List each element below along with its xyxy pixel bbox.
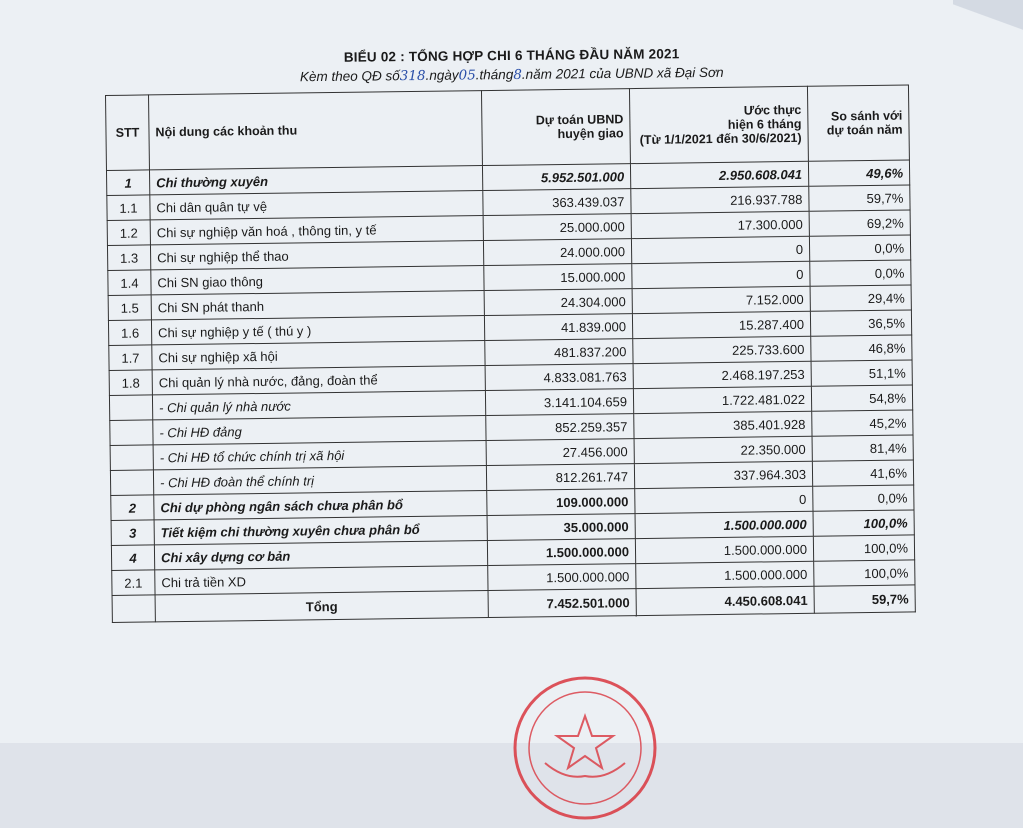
row-budget: 5.952.501.000 xyxy=(482,164,630,191)
row-estimate: 1.500.000.000 xyxy=(636,561,814,588)
row-estimate: 216.937.788 xyxy=(631,186,809,213)
budget-table-wrapper xyxy=(105,84,916,622)
row-estimate: 2.468.197.253 xyxy=(633,361,811,388)
header-compare xyxy=(807,85,909,161)
row-name: Chi dự phòng ngân sách chưa phân bổ xyxy=(154,491,487,520)
row-ratio: 29,4% xyxy=(810,285,911,311)
row-estimate: 17.300.000 xyxy=(631,211,809,238)
row-budget: 35.000.000 xyxy=(487,514,635,541)
row-ratio: 0,0% xyxy=(810,260,911,286)
row-name: Chi dân quân tự vệ xyxy=(150,191,483,220)
row-name: Chi SN giao thông xyxy=(151,266,484,295)
row-budget: 41.839.000 xyxy=(484,314,632,341)
budget-table xyxy=(105,84,916,622)
row-name: Chi xây dựng cơ bản xyxy=(154,541,487,570)
row-ratio: 100,0% xyxy=(813,510,914,536)
row-name: - Chi HĐ tổ chức chính trị xã hội xyxy=(153,441,486,470)
row-stt: 1.3 xyxy=(107,245,150,271)
row-budget: 481.837.200 xyxy=(485,339,633,366)
row-budget: 812.261.747 xyxy=(486,464,634,491)
row-name: - Chi HĐ đảng xyxy=(153,416,486,445)
row-name: - Chi quản lý nhà nước xyxy=(152,391,485,420)
row-budget: 3.141.104.659 xyxy=(485,389,633,416)
table-body xyxy=(106,160,914,595)
header-content: Nội dung các khoản thu xyxy=(149,91,483,170)
row-stt: 1.7 xyxy=(109,345,152,371)
row-budget: 852.259.357 xyxy=(486,414,634,441)
header-estimate-line1: Ước thực xyxy=(743,102,802,118)
header-estimate xyxy=(629,86,808,163)
row-budget: 15.000.000 xyxy=(484,264,632,291)
row-ratio: 59,7% xyxy=(809,185,910,211)
row-name: Chi sự nghiệp văn hoá , thông tin, y tế xyxy=(150,216,483,245)
row-ratio: 51,1% xyxy=(811,360,912,386)
row-name: Chi SN phát thanh xyxy=(151,291,484,320)
red-seal-stamp xyxy=(505,668,665,828)
row-ratio: 41,6% xyxy=(812,460,913,486)
row-stt: 2.1 xyxy=(112,570,155,596)
header-block xyxy=(0,0,1023,95)
row-budget: 25.000.000 xyxy=(483,214,631,241)
row-ratio: 0,0% xyxy=(809,235,910,261)
row-estimate: 1.722.481.022 xyxy=(633,386,811,413)
row-ratio: 100,0% xyxy=(814,560,915,586)
header-budget-line2: huyện giao xyxy=(557,126,624,142)
row-name: Chi trả tiền XD xyxy=(155,566,488,595)
header-stt: STT xyxy=(106,95,150,171)
row-budget: 27.456.000 xyxy=(486,439,634,466)
row-ratio: 36,5% xyxy=(810,310,911,336)
row-stt: 3 xyxy=(111,520,154,546)
row-estimate: 385.401.928 xyxy=(634,411,812,438)
row-budget: 363.439.037 xyxy=(483,189,631,216)
total-estimate: 4.450.608.041 xyxy=(636,586,814,615)
row-ratio: 45,2% xyxy=(812,410,913,436)
row-budget: 1.500.000.000 xyxy=(487,539,635,566)
row-name: - Chi HĐ đoàn thể chính trị xyxy=(153,466,486,495)
header-compare-line2: dự toán năm xyxy=(826,122,903,138)
row-stt xyxy=(110,445,153,471)
row-ratio: 69,2% xyxy=(809,210,910,236)
row-ratio: 100,0% xyxy=(813,535,914,561)
row-stt xyxy=(110,470,153,496)
header-estimate-line3: (Từ 1/1/2021 đến 30/6/2021) xyxy=(639,130,802,148)
row-estimate: 7.152.000 xyxy=(632,286,810,313)
row-stt: 1 xyxy=(106,170,149,196)
header-budget xyxy=(481,89,630,166)
row-estimate: 15.287.400 xyxy=(632,311,810,338)
row-estimate: 2.950.608.041 xyxy=(630,161,808,188)
row-estimate: 337.964.303 xyxy=(634,461,812,488)
row-ratio: 49,6% xyxy=(808,160,909,186)
row-name: Chi sự nghiệp y tế ( thú y ) xyxy=(151,316,484,345)
row-budget: 24.304.000 xyxy=(484,289,632,316)
total-budget: 7.452.501.000 xyxy=(488,589,636,618)
subtitle-prefix: Kèm theo QĐ số xyxy=(299,68,400,85)
row-name: Chi sự nghiệp xã hội xyxy=(152,341,485,370)
table-header-row xyxy=(106,85,910,171)
row-ratio: 46,8% xyxy=(811,335,912,361)
row-ratio: 54,8% xyxy=(811,385,912,411)
row-estimate: 22.350.000 xyxy=(634,436,812,463)
row-stt: 1.6 xyxy=(108,320,151,346)
row-stt: 1.2 xyxy=(107,220,150,246)
row-estimate: 1.500.000.000 xyxy=(635,511,813,538)
handwritten-day: 05 xyxy=(458,67,476,84)
header-budget-line1: Dự toán UBND xyxy=(535,112,624,128)
row-stt: 2 xyxy=(111,495,154,521)
header-compare-line1: So sánh với xyxy=(830,108,903,124)
subtitle-suffix: .năm 2021 của UBND xã Đại Sơn xyxy=(521,64,724,82)
row-budget: 109.000.000 xyxy=(487,489,635,516)
row-budget: 1.500.000.000 xyxy=(488,564,636,591)
total-stt xyxy=(112,595,155,623)
total-ratio: 59,7% xyxy=(814,585,915,613)
row-stt xyxy=(109,395,152,421)
row-budget: 24.000.000 xyxy=(483,239,631,266)
row-name: Chi quản lý nhà nước, đảng, đoàn thể xyxy=(152,366,485,395)
handwritten-number: 318 xyxy=(399,67,426,85)
subtitle-month-label: .tháng xyxy=(475,66,514,83)
row-estimate: 0 xyxy=(632,261,810,288)
row-stt: 1.8 xyxy=(109,370,152,396)
row-stt: 1.4 xyxy=(108,270,151,296)
row-estimate: 0 xyxy=(631,236,809,263)
row-stt: 1.1 xyxy=(107,195,150,221)
handwritten-month: 8 xyxy=(513,66,522,83)
row-stt xyxy=(110,420,153,446)
row-ratio: 81,4% xyxy=(812,435,913,461)
row-budget: 4.833.081.763 xyxy=(485,364,633,391)
total-label: Tổng xyxy=(155,591,488,622)
header-estimate-line2: hiện 6 tháng xyxy=(727,116,802,132)
row-name: Chi sự nghiệp thể thao xyxy=(150,241,483,270)
row-name: Chi thường xuyên xyxy=(149,166,482,195)
row-stt: 4 xyxy=(111,545,154,571)
row-stt: 1.5 xyxy=(108,295,151,321)
row-name: Tiết kiệm chi thường xuyên chưa phân bổ xyxy=(154,516,487,545)
row-ratio: 0,0% xyxy=(813,485,914,511)
row-estimate: 225.733.600 xyxy=(633,336,811,363)
subtitle-day-label: .ngày xyxy=(425,67,459,83)
row-estimate: 0 xyxy=(635,486,813,513)
document-title: BIỂU 02 : TỔNG HỢP CHI 6 THÁNG ĐẦU NĂM 2021 xyxy=(343,46,680,65)
row-estimate: 1.500.000.000 xyxy=(635,536,813,563)
